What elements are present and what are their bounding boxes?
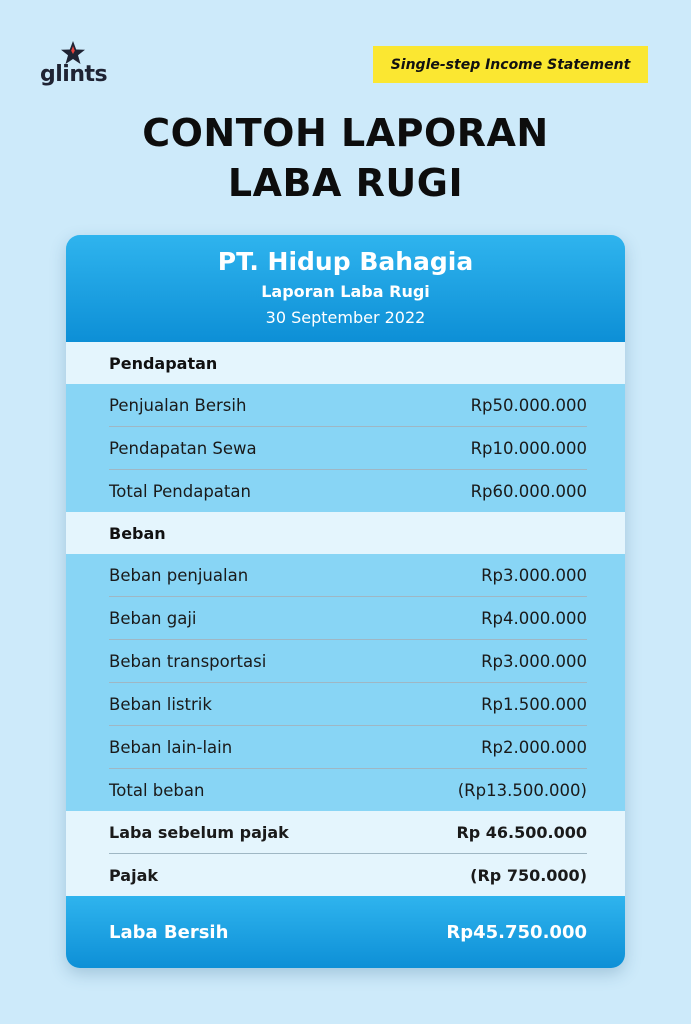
title-line-1: CONTOH LAPORAN <box>142 111 549 155</box>
net-income-label: Laba Bersih <box>109 922 229 943</box>
row-value: Rp1.500.000 <box>481 694 587 714</box>
tax-value: (Rp 750.000) <box>470 865 587 885</box>
row-label: Beban lain-lain <box>109 737 233 757</box>
row-label: Penjualan Bersih <box>109 395 247 415</box>
income-statement-card <box>66 235 625 968</box>
row-label: Pendapatan Sewa <box>109 438 257 458</box>
table-row <box>109 470 587 512</box>
tax-row <box>109 854 587 896</box>
summary-rows <box>66 811 625 896</box>
table-row <box>109 384 587 427</box>
pretax-row <box>109 811 587 854</box>
net-income-value: Rp45.750.000 <box>446 922 587 943</box>
row-label: Beban gaji <box>109 608 197 628</box>
logo-text: glints <box>40 62 108 87</box>
expense-rows <box>66 554 625 811</box>
net-income-row <box>66 896 625 968</box>
row-value: Rp3.000.000 <box>481 651 587 671</box>
table-row <box>109 683 587 726</box>
row-value: Rp50.000.000 <box>470 395 587 415</box>
statement-date: 30 September 2022 <box>265 308 426 327</box>
table-row <box>109 769 587 811</box>
pretax-value: Rp 46.500.000 <box>456 822 587 842</box>
tax-label: Pajak <box>109 865 159 885</box>
company-name: PT. Hidup Bahagia <box>217 247 474 276</box>
statement-subtitle: Laporan Laba Rugi <box>261 282 430 301</box>
page-title <box>0 108 691 208</box>
table-row <box>109 640 587 683</box>
row-label: Total Pendapatan <box>109 481 251 501</box>
row-label: Beban listrik <box>109 694 212 714</box>
row-value: Rp3.000.000 <box>481 565 587 585</box>
table-row <box>109 597 587 640</box>
row-value: Rp4.000.000 <box>481 608 587 628</box>
row-value: Rp10.000.000 <box>470 438 587 458</box>
row-label: Beban transportasi <box>109 651 267 671</box>
row-value: (Rp13.500.000) <box>457 780 587 800</box>
table-row <box>109 726 587 769</box>
statement-header <box>66 235 625 342</box>
glints-logo <box>40 40 110 90</box>
row-value: Rp2.000.000 <box>481 737 587 757</box>
pretax-label: Laba sebelum pajak <box>109 822 289 842</box>
section-heading-expenses: Beban <box>66 512 625 554</box>
section-heading-revenue: Pendapatan <box>66 342 625 384</box>
row-label: Beban penjualan <box>109 565 249 585</box>
table-row <box>109 427 587 470</box>
revenue-rows <box>66 384 625 512</box>
row-label: Total beban <box>109 780 205 800</box>
table-row <box>109 554 587 597</box>
statement-type-badge: Single-step Income Statement <box>373 46 648 83</box>
row-value: Rp60.000.000 <box>470 481 587 501</box>
title-line-2: LABA RUGI <box>227 161 464 205</box>
